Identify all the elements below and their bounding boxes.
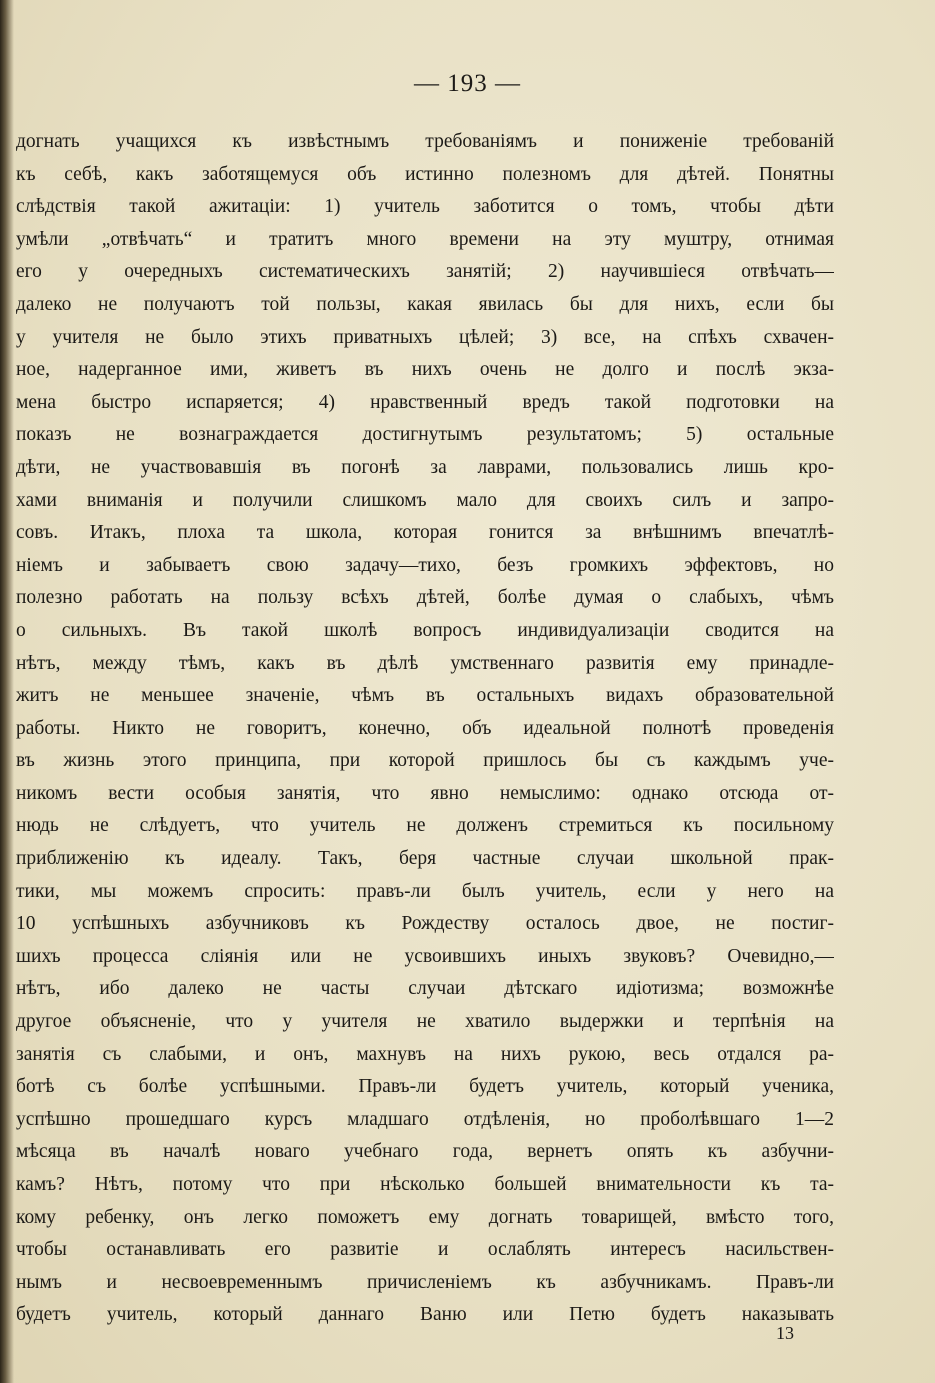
spine-shadow bbox=[0, 0, 14, 1383]
text-line: о сильныхъ. Въ такой школѣ вопросъ индивидуализацiи сводится на bbox=[16, 619, 834, 641]
text-line: хами вниманiя и получили слишкомъ мало для своихъ силъ и запро- bbox=[16, 489, 834, 511]
text-line: нымъ и несвоевременнымъ причисленiемъ къ азбучникамъ. Правъ-ли bbox=[16, 1271, 834, 1293]
text-line: къ себѣ, какъ заботящемуся объ истинно полезномъ для дѣтей. Понятны bbox=[16, 163, 834, 185]
text-line: догнать учащихся къ извѣстнымъ требованiямъ и пониженiе требованiй bbox=[16, 131, 834, 152]
text-line: совъ. Итакъ, плоха та школа, которая гонится за внѣшнимъ впечатлѣ- bbox=[16, 522, 834, 544]
text-line: дѣти, не участвовавшiя въ погонѣ за лаврами, пользовались лишь кро- bbox=[16, 456, 834, 478]
text-line: тики, мы можемъ спросить: правъ-ли былъ учитель, если у него на bbox=[16, 880, 834, 902]
signature-mark: 13 bbox=[776, 1323, 794, 1343]
text-line: будетъ учитель, который даннаго Ваню или Петю будетъ наказывать bbox=[16, 1304, 834, 1326]
text-line: далеко не получаютъ той пользы, какая явилась бы для нихъ, если бы bbox=[16, 293, 834, 315]
text-line: ботѣ съ болѣе успѣшными. Правъ-ли будетъ учитель, который ученика, bbox=[16, 1076, 834, 1098]
text-line: успѣшно прошедшаго курсъ младшаго отдѣленiя, но проболѣвшаго 1—2 bbox=[16, 1108, 834, 1130]
text-line: показъ не вознаграждается достигнутымъ результатомъ; 5) остальные bbox=[16, 424, 834, 446]
text-line: никомъ вести особыя занятiя, что явно немыслимо: однако отсюда от- bbox=[16, 782, 834, 804]
text-line: нѣтъ, ибо далеко не часты случаи дѣтскаго идiотизма; возможнѣе bbox=[16, 978, 834, 1000]
text-line: чтобы останавливать его развитiе и ослаблять интересъ насильствен- bbox=[16, 1239, 834, 1261]
text-line: работы. Никто не говоритъ, конечно, объ идеальной полнотѣ проведенiя bbox=[16, 717, 834, 739]
text-line: житъ не меньшее значенiе, чѣмъ въ остальныхъ видахъ образовательной bbox=[16, 685, 834, 707]
text-line: мена быстро испаряется; 4) нравственный вредъ такой подготовки на bbox=[16, 391, 834, 413]
text-line: у учителя не было этихъ приватныхъ цѣлей; 3) все, на спѣхъ схвачен- bbox=[16, 326, 834, 348]
text-line: нѣтъ, между тѣмъ, какъ въ дѣлѣ умственнаго развитiя ему принадле- bbox=[16, 652, 834, 674]
text-line: камъ? Нѣтъ, потому что при нѣсколько большей внимательности къ та- bbox=[16, 1174, 834, 1195]
body-text bbox=[16, 126, 834, 1332]
text-line: нiемъ и забываетъ свою задачу—тихо, безъ громкихъ эффектовъ, но bbox=[16, 554, 834, 576]
text-line: нюдь не слѣдуетъ, что учитель не долженъ стремиться къ посильному bbox=[16, 815, 834, 837]
text-line: приближенiю къ идеалу. Такъ, беря частные случаи школьной прак- bbox=[16, 848, 834, 870]
text-line: ное, надерганное ими, живетъ въ нихъ очень не долго и послѣ экза- bbox=[16, 359, 834, 381]
text-line: въ жизнь этого принципа, при которой пришлось бы съ каждымъ уче- bbox=[16, 750, 834, 772]
text-line: 10 успѣшныхъ азбучниковъ къ Рождеству осталось двое, не постиг- bbox=[16, 913, 834, 935]
text-line: мѣсяца въ началѣ новаго учебнаго года, вернетъ опять къ азбучни- bbox=[16, 1141, 834, 1163]
page-number: — 193 — bbox=[414, 70, 521, 97]
text-line: слѣдствiя такой ажитацiи: 1) учитель заботится о томъ, чтобы дѣти bbox=[16, 196, 834, 218]
text-line: его у очередныхъ систематическихъ занятiй; 2) научившiеся отвѣчать— bbox=[16, 261, 834, 283]
text-line: занятiя съ слабыми, и онъ, махнувъ на нихъ рукою, весь отдался ра- bbox=[16, 1043, 834, 1065]
text-line: полезно работать на пользу всѣхъ дѣтей, болѣе думая о слабыхъ, чѣмъ bbox=[16, 587, 834, 609]
text-line: шихъ процесса слiянiя или не усвоившихъ иныхъ звуковъ? Очевидно,— bbox=[16, 945, 834, 967]
text-line: другое объясненiе, что у учителя не хватило выдержки и терпѣнiя на bbox=[16, 1011, 834, 1033]
text-line: кому ребенку, онъ легко поможетъ ему догнать товарищей, вмѣсто того, bbox=[16, 1206, 834, 1228]
text-line: умѣли „отвѣчать“ и тратитъ много времени на эту муштру, отнимая bbox=[16, 228, 834, 250]
